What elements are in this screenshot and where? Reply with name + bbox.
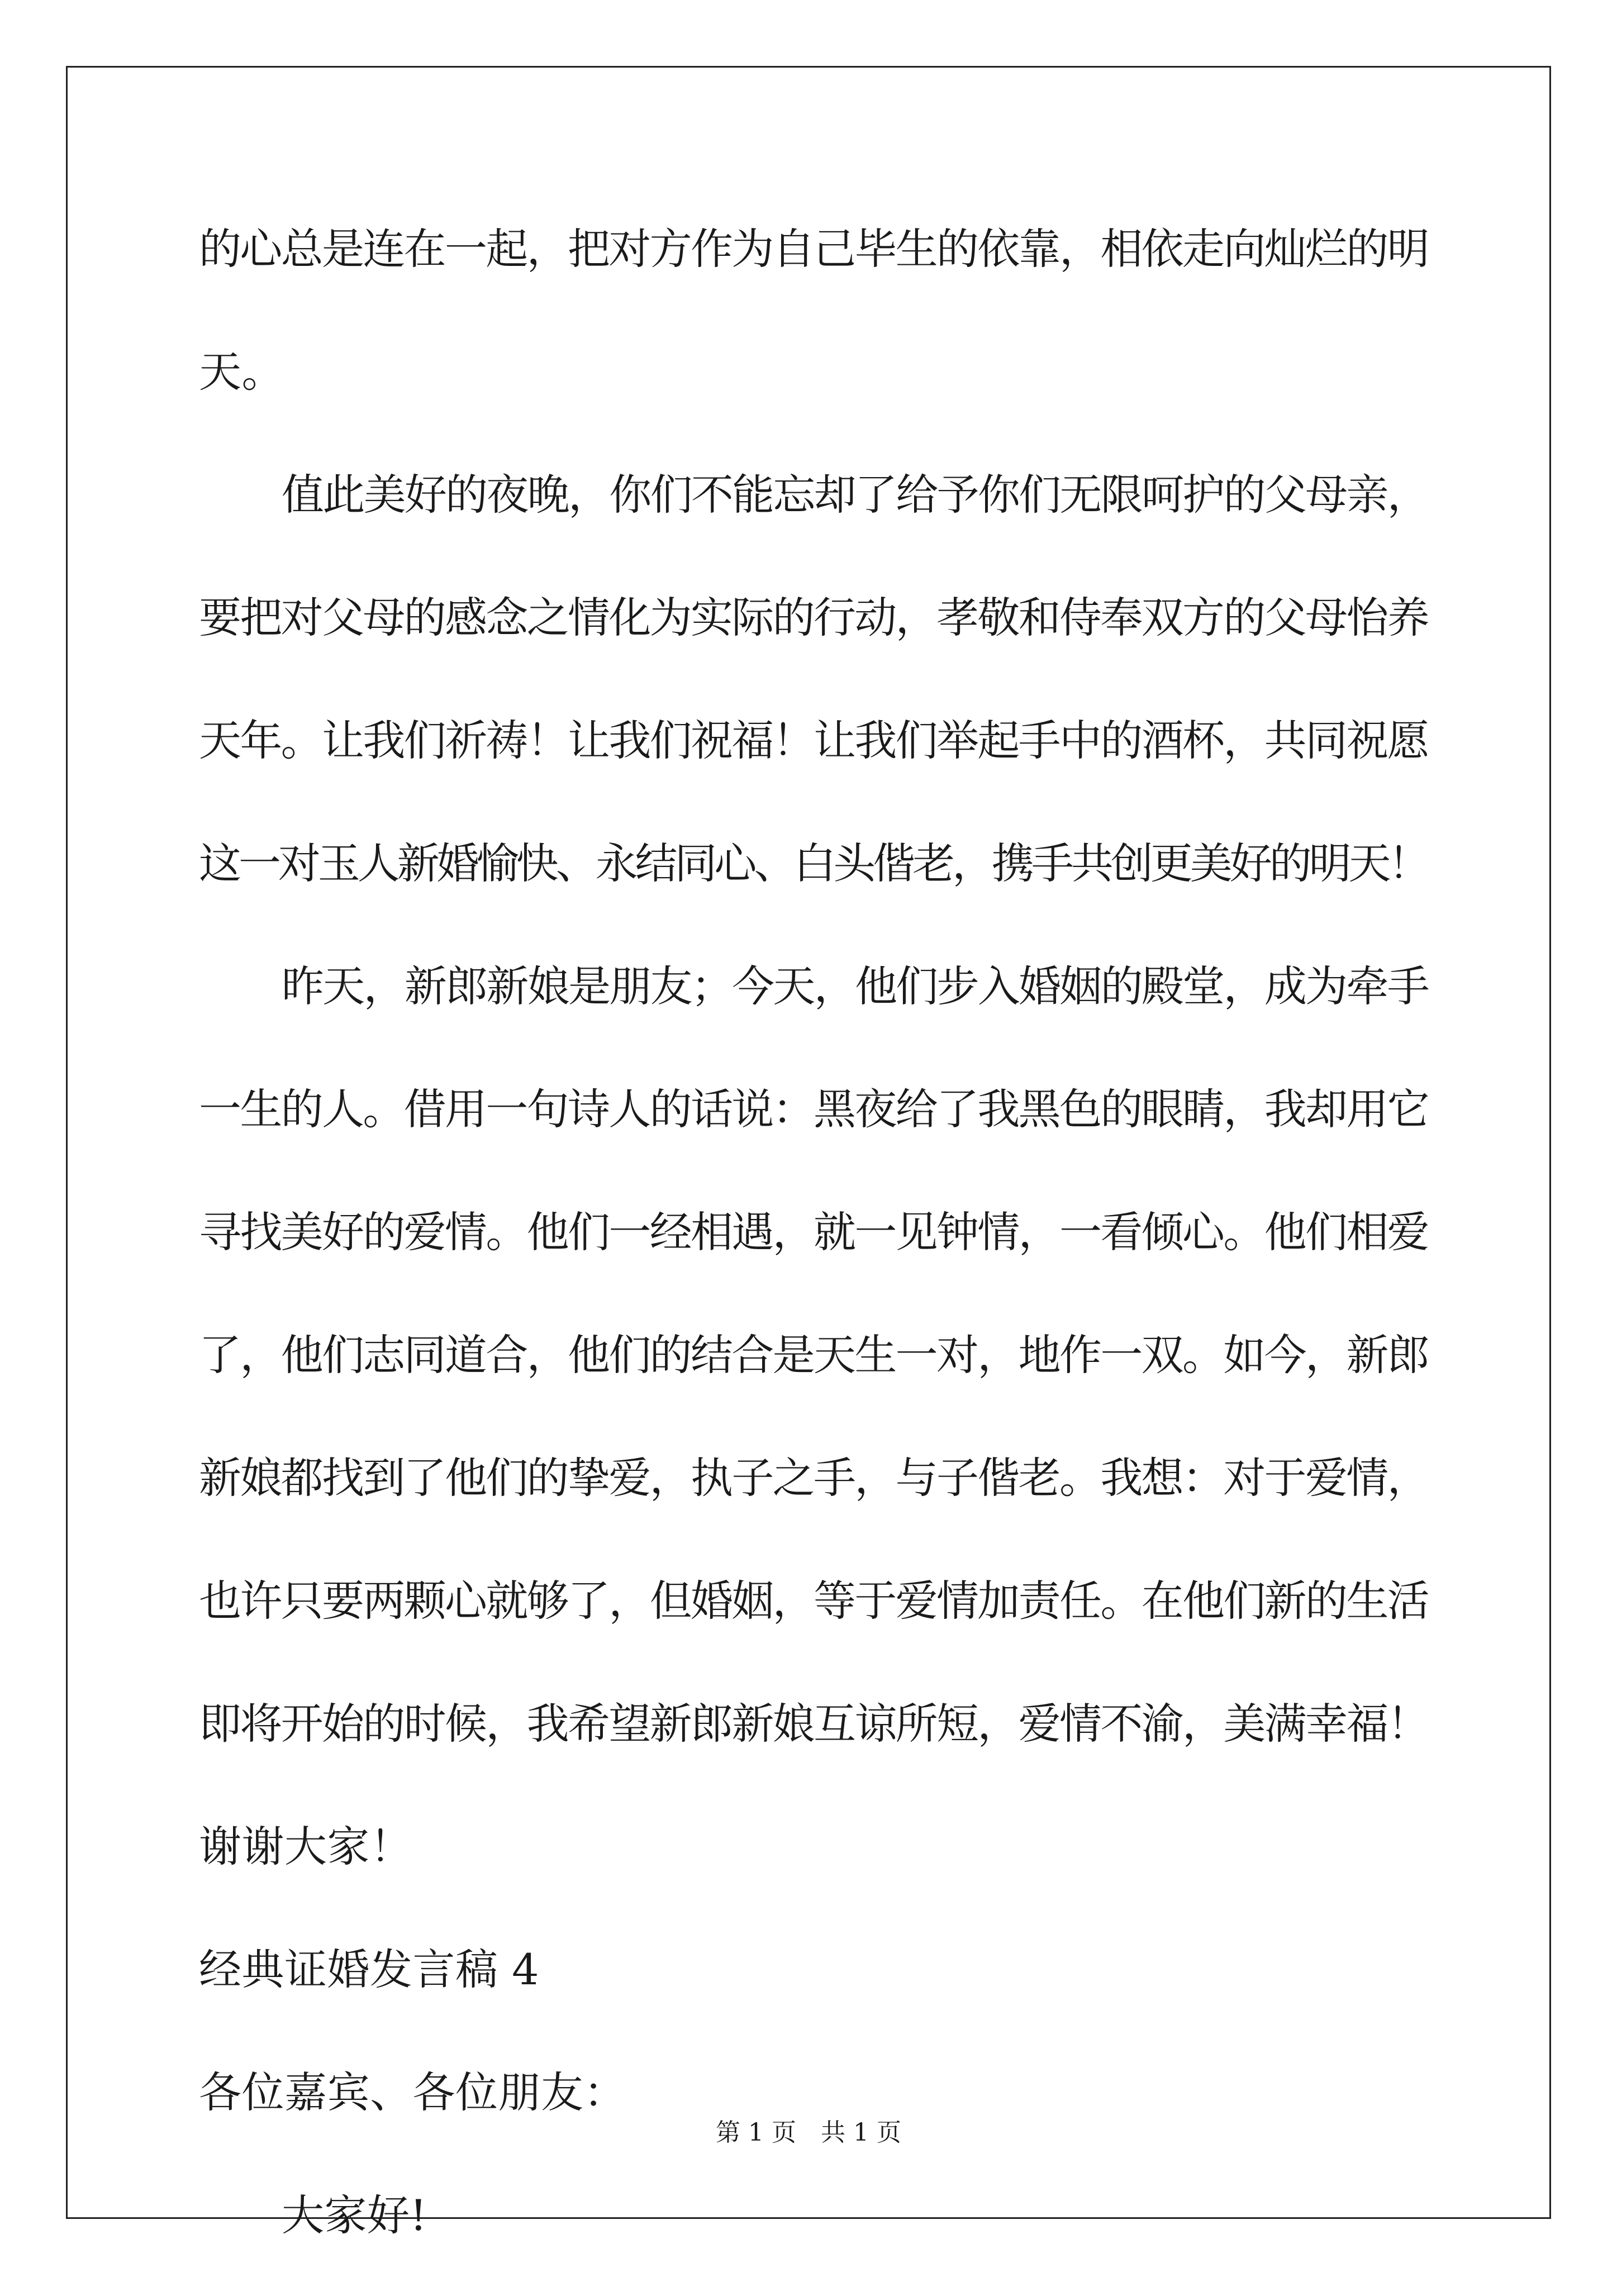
text-line: 天。 [199,347,284,397]
text-line: 值此美好的夜晚，你们不能忘却了给予你们无限呵护的父母亲， [282,470,1428,520]
document-body [199,207,1428,2296]
text-line: 要把对父母的感念之情化为实际的行动，孝敬和侍奉双方的父母怡养 [199,593,1428,642]
text-line: 昨天，新郎新娘是朋友；今天，他们步入婚姻的殿堂，成为牵手 [282,961,1428,1011]
text-line: 新娘都找到了他们的挚爱，执子之手，与子偕老。我想：对于爱情， [199,1453,1428,1503]
text-line: 谢谢大家！ [199,1822,413,1871]
text-line: 一生的人。借用一句诗人的话说：黑夜给了我黑色的眼睛，我却用它 [199,1084,1428,1134]
text-line: 这一对玉人新婚愉快、永结同心、白头偕老，携手共创更美好的明天！ [199,839,1428,888]
text-line: 也许只要两颗心就够了，但婚姻，等于爱情加责任。在他们新的生活 [199,1576,1428,1626]
text-line: 寻找美好的爱情。他们一经相遇，就一见钟情，一看倾心。他们相爱 [199,1207,1428,1257]
text-line: 大家好! [282,2190,427,2240]
page-footer: 第 1 页 共 1 页 [716,2118,901,2147]
text-line: 的心总是连在一起，把对方作为自己毕生的依靠，相依走向灿烂的明 [199,224,1428,274]
text-line: 天年。让我们祈祷！让我们祝福！让我们举起手中的酒杯，共同祝愿 [199,716,1428,765]
text-line: 即将开始的时候，我希望新郎新娘互谅所短，爱情不渝，美满幸福！ [199,1699,1428,1749]
text-line: 各位嘉宾、各位朋友： [199,2068,626,2117]
text-line: 经典证婚发言稿 4 [199,1945,540,1994]
text-line: 了，他们志同道合，他们的结合是天生一对，地作一双。如今，新郎 [199,1330,1428,1380]
